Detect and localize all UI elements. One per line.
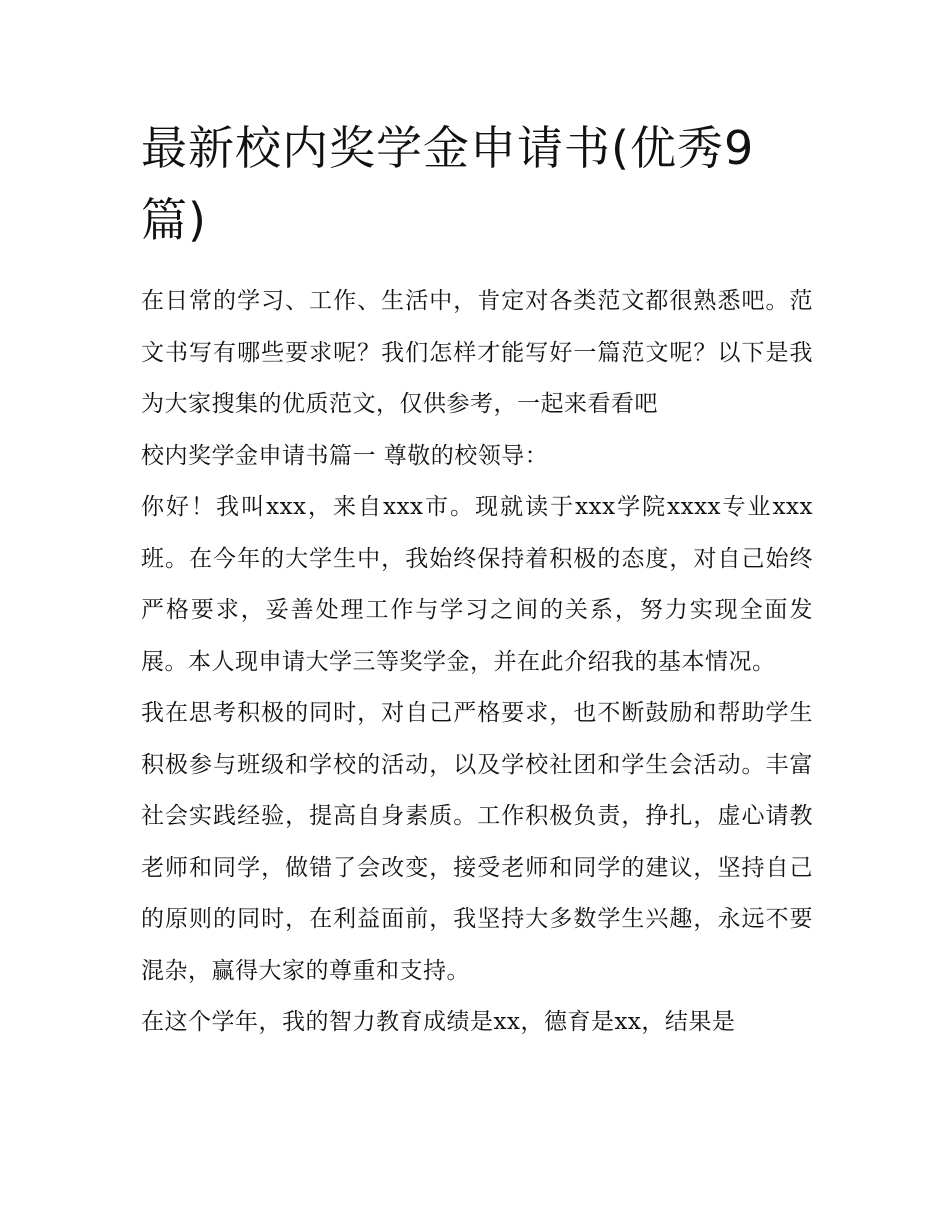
body-paragraph-3: 在这个学年，我的智力教育成绩是xx，德育是xx，结果是 [141, 1009, 736, 1035]
intro-paragraph: 在日常的学习、工作、生活中，肯定对各类范文都很熟悉吧。范文书写有哪些要求呢？我们怎样才能写好一篇范文呢？以下是我为大家搜集的优质范文，仅供参考，一起来看看吧 [141, 288, 813, 417]
body-paragraph-1: 你好！我叫xxx，来自xxx市。现就读于xxx学院xxxx专业xxx班。在今年的大学生中，我始终保持着积极的态度，对自己始终严格要求，妥善处理工作与学习之间的关系，努力实现全面发展。本人现申请大学三等奖学金，并在此介绍我的基本情况。 [141, 494, 813, 675]
document-title: 最新校内奖学金申请书(优秀9篇) [141, 121, 755, 247]
body-paragraph-2: 我在思考积极的同时，对自己严格要求，也不断鼓励和帮助学生积极参与班级和学校的活动，以及学校社团和学生会活动。丰富社会实践经验，提高自身素质。工作积极负责，挣扎，虚心请教老师和同学，做错了会改变，接受老师和同学的建议，坚持自己的原则的同时，在利益面前，我坚持大多数学生兴趣，永远不要混杂，赢得大家的尊重和支持。 [141, 700, 813, 984]
section-heading-greeting: 校内奖学金申请书篇一 尊敬的校领导： [141, 442, 549, 469]
document-page [141, 112, 813, 1049]
